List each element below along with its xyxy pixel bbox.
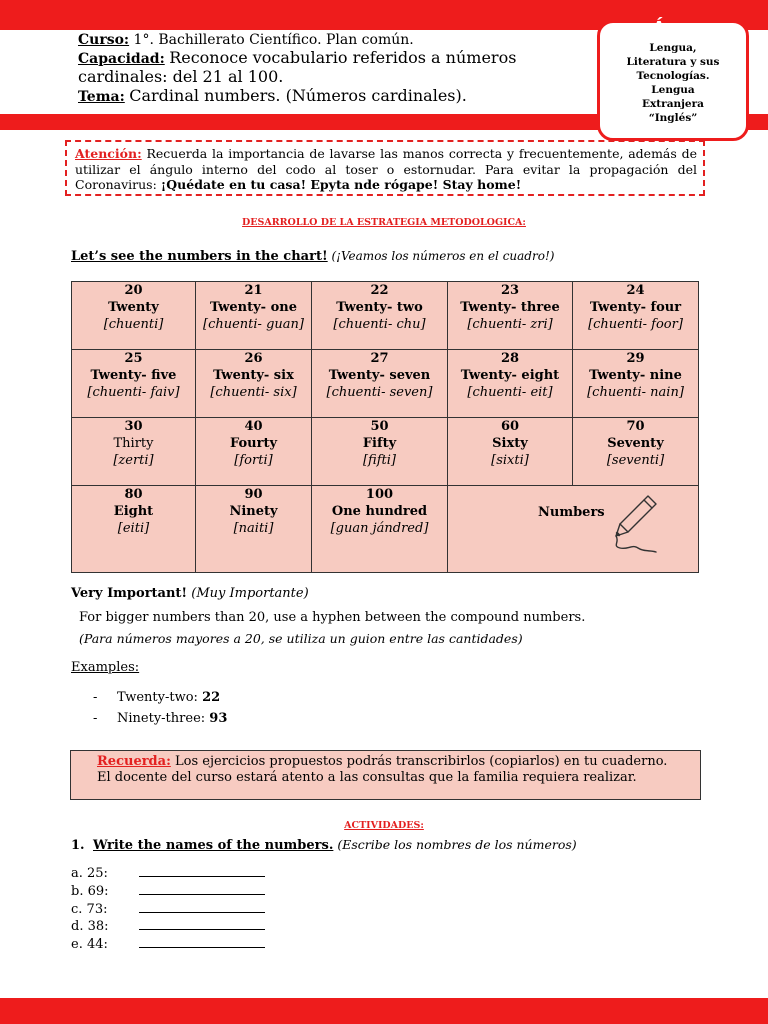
area-subject [606,41,740,125]
list-dash: - [93,690,98,705]
chart-intro [71,249,554,264]
pencil-icon [610,492,660,563]
number-pronunciation: [chuenti- nain] [587,385,684,400]
number-pronunciation: [forti] [234,453,273,468]
number-cell [312,486,448,573]
number-digits: 24 [626,283,645,298]
activity-item [71,917,265,934]
number-pronunciation: [guan jándred] [330,521,429,536]
number-word: Fourty [229,436,278,451]
number-word: Thirty [113,436,154,451]
attention-label: Atención: [75,146,142,161]
number-digits: 70 [626,419,645,434]
capacidad-value: Reconoce vocabulario referidos a números cardinales: del 21 al 100. [78,48,517,86]
number-digits: 28 [500,351,520,366]
activity-number: 1. [71,838,85,853]
activity-item-key: b. 69: [71,884,109,899]
activity-1-title [71,837,577,853]
number-word: Twenty- six [213,368,294,383]
number-cell [72,486,196,573]
number-pronunciation: [chuenti- zri] [467,317,553,332]
number-pronunciation: [chuenti] [103,317,164,332]
activity-item-key: e. 44: [71,937,108,952]
attention-text [75,146,697,193]
examples-label: Examples: [71,660,140,675]
curso-label: Curso: [78,32,130,48]
activity-instruction: Write the names of the numbers. [93,838,334,853]
curso-value: 1°. Bachillerato Científico. Plan común. [133,32,414,48]
activity-item-key: d. 38: [71,919,109,934]
very-important [71,586,309,601]
attention-box [65,140,705,196]
number-pronunciation: [chuenti- faiv] [87,385,180,400]
chart-intro-italic: (¡Veamos los números en el cuadro!) [327,249,555,263]
section-title: DESARROLLO DE LA ESTRATEGIA METODOLOGICA: [242,217,526,228]
number-word: Twenty- three [460,300,560,315]
example-text: Ninety-three: [117,711,210,726]
example-item [93,711,227,726]
table-row [72,486,699,573]
number-digits: 50 [370,419,389,434]
number-digits: 100 [365,487,394,502]
number-digits: 40 [244,419,263,434]
course-header [78,31,598,106]
number-digits: 25 [124,351,143,366]
number-digits: 21 [244,283,263,298]
area-line: Tecnologías. [636,70,710,82]
number-pronunciation: [naiti] [233,521,274,536]
number-cell [196,282,312,350]
number-pronunciation: [zerti] [113,453,154,468]
tema-value: Cardinal numbers. (Números cardinales). [129,86,467,105]
activity-item [71,882,265,899]
activity-item [71,935,265,952]
number-digits: 30 [124,419,143,434]
number-word: One hundred [331,504,428,519]
area-line: “Inglés” [648,112,698,124]
number-cell [72,350,196,418]
area-line: Extranjera [642,98,704,110]
number-cell [196,486,312,573]
activity-item [71,864,265,881]
number-digits: 29 [626,351,645,366]
number-word: Seventy [607,436,664,451]
very-important-label: Very Important! [71,586,188,601]
table-row [72,282,699,350]
answer-line[interactable] [139,900,265,913]
rule-spanish: (Para números mayores a 20, se utiliza un guion entre las cantidades) [79,631,523,646]
number-cell [448,350,573,418]
number-pronunciation: [seventi] [606,453,665,468]
number-word: Twenty- two [336,300,423,315]
number-cell [573,418,699,486]
attention-body: Recuerda la importancia de lavarse las manos correcta y frecuentemente, además de utilizar el ángulo interno del codo al toser o estornudar. Para evitar la propagación del Coronavirus: [75,146,697,192]
number-pronunciation: [chuenti- foor] [588,317,683,332]
number-word: Eight [113,504,154,519]
activity-item-key: a. 25: [71,866,108,881]
remember-text [97,754,692,786]
number-digits: 27 [370,351,389,366]
answer-line[interactable] [139,935,265,948]
remember-line-2: El docente del curso estará atento a las consultas que la familia requiera realizar. [97,770,637,785]
number-word: Twenty [108,300,159,315]
numbers-table [71,281,699,573]
number-word: Sixty [492,436,528,451]
number-pronunciation: [chuenti- chu] [333,317,426,332]
number-digits: 26 [244,351,263,366]
remember-line-1: Los ejercicios propuestos podrás transcribirlos (copiarlos) en tu cuaderno. [170,754,668,769]
number-pronunciation: [sixti] [491,453,529,468]
number-digits: 22 [370,283,389,298]
number-cell [312,350,448,418]
answer-line[interactable] [139,917,265,930]
number-digits: 90 [244,487,263,502]
number-digits: 60 [500,419,520,434]
number-pronunciation: [fifti] [362,453,396,468]
number-cell [312,282,448,350]
numbers-label-cell [448,486,699,573]
attention-emphasis: ¡Quédate en tu casa! Epyta nde rógape! Stay home! [160,177,522,192]
list-dash: - [93,711,98,726]
number-word: Ninety [229,504,278,519]
example-item [93,690,220,705]
number-pronunciation: [chuenti- six] [210,385,297,400]
activity-translation: (Escribe los nombres de los números) [333,837,577,852]
number-pronunciation: [eiti] [117,521,150,536]
table-row [72,350,699,418]
example-value: 93 [209,711,228,726]
tema-label: Tema: [78,89,125,105]
number-cell [196,350,312,418]
number-word: Twenty- seven [328,368,431,383]
number-word: Twenty- eight [460,368,560,383]
example-value: 22 [202,690,221,705]
capacidad-label: Capacidad: [78,51,165,67]
activity-item [71,900,265,917]
number-word: Fifty [362,436,397,451]
number-cell [448,418,573,486]
number-cell [312,418,448,486]
number-pronunciation: [chuenti- guan] [203,317,304,332]
activity-item-key: c. 73: [71,902,108,917]
number-cell [448,282,573,350]
area-line: Lengua, [649,42,697,54]
number-digits: 23 [500,283,520,298]
number-pronunciation: [chuenti- eit] [467,385,553,400]
activities-title: ACTIVIDADES: [344,820,424,831]
numbers-label: Numbers [538,505,605,520]
number-digits: 80 [124,487,143,502]
number-cell [72,282,196,350]
example-text: Twenty-two: [117,690,203,705]
bottom-red-band [0,998,768,1024]
area-line: Lengua [651,84,695,96]
answer-line[interactable] [139,882,265,895]
number-cell [573,350,699,418]
number-digits: 20 [124,283,143,298]
table-row [72,418,699,486]
rule-english: For bigger numbers than 20, use a hyphen between the compound numbers. [79,610,586,625]
number-word: Twenty- five [90,368,177,383]
remember-label: Recuerda: [97,754,171,769]
number-word: Twenty- nine [589,368,682,383]
answer-line[interactable] [139,864,265,877]
number-cell [573,282,699,350]
area-box [597,20,749,141]
number-cell [72,418,196,486]
number-pronunciation: [chuenti- seven] [326,385,433,400]
very-important-translation: (Muy Importante) [187,586,309,601]
area-line: Literatura y sus [626,56,720,68]
number-cell [196,418,312,486]
number-word: Twenty- four [589,300,682,315]
remember-box [70,750,701,800]
area-title: Área [651,18,695,40]
number-word: Twenty- one [209,300,298,315]
chart-intro-bold: Let’s see the numbers in the chart! [71,249,328,264]
